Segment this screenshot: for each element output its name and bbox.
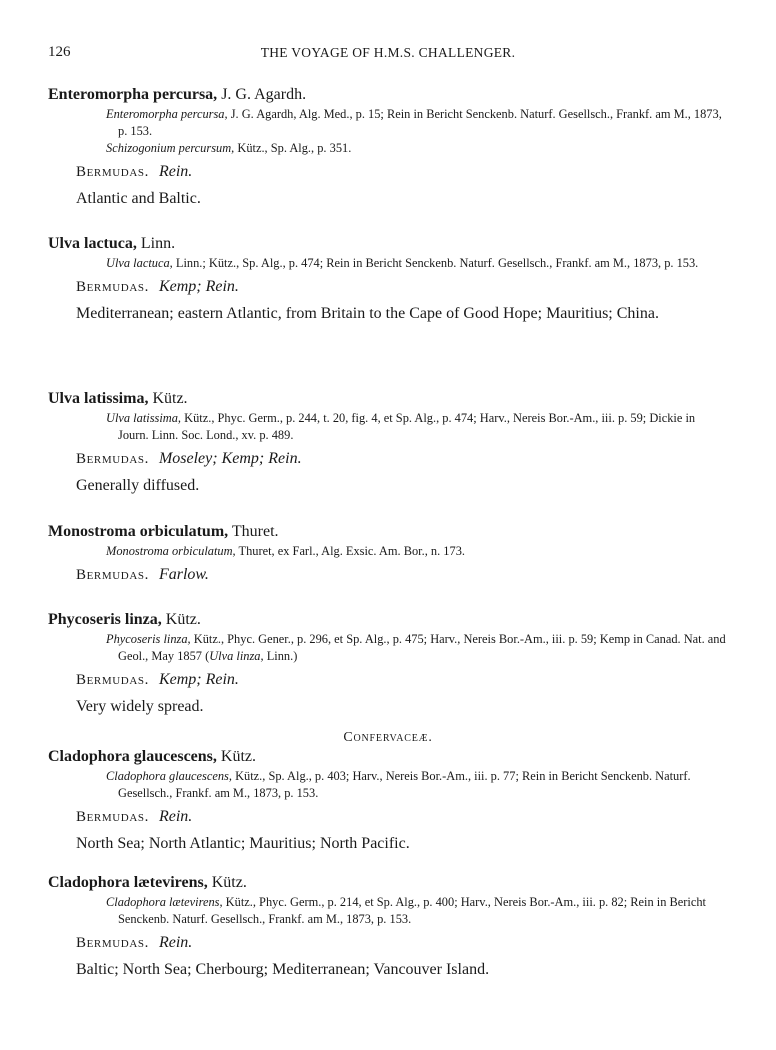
species-name: Cladophora lætevirens, Kütz. — [48, 874, 247, 891]
species-entry — [48, 872, 738, 982]
synonym-line: Cladophora lætevirens, Kütz., Phyc. Germ., p. 214, et Sp. Alg., p. 400; Harv., Nereis Bor.-Am., iii. p. 82; Rein in Bericht Senckenb. Naturf. Gesellsch., Frankf. am M., 1873, p. 153. — [106, 895, 706, 926]
synonym-line: Ulva latissima, Kütz., Phyc. Germ., p. 244, t. 20, fig. 4, et Sp. Alg., p. 474; Harv., Nereis Bor.-Am., iii. p. 59; Dickie in Journ. Linn. Soc. Lond., xv. p. 489. — [106, 411, 696, 442]
locality-line — [76, 669, 738, 691]
synonymy — [106, 543, 728, 560]
synonym-line: Enteromorpha percursa, J. G. Agardh, Alg. Med., p. 15; Rein in Bericht Senckenb. Naturf. Gesellsch., Frankf. am M., 1873, p. 153. — [106, 107, 722, 138]
locality: Bermudas. — [76, 935, 149, 951]
collectors: Rein. — [158, 934, 193, 951]
synonymy — [106, 255, 728, 272]
locality-line — [76, 564, 738, 586]
synonymy — [106, 631, 728, 665]
species-name: Enteromorpha percursa, J. G. Agardh. — [48, 86, 307, 103]
collectors: Rein. — [158, 163, 193, 180]
synonym-line: Monostroma orbiculatum, Thuret, ex Farl., Alg. Exsic. Am. Bor., n. 173. — [106, 544, 465, 558]
collectors: Kemp; Rein. — [158, 671, 239, 688]
locality: Bermudas. — [76, 164, 149, 180]
species-name: Monostroma orbiculatum, Thuret. — [48, 523, 279, 540]
synonymy — [106, 768, 728, 802]
species-entry — [48, 521, 738, 586]
distribution: Mediterranean; eastern Atlantic, from Britain to the Cape of Good Hope; Mauritius; China. — [76, 305, 659, 322]
synonymy — [106, 894, 728, 928]
species-entry — [48, 609, 738, 719]
species-authority: Kütz. — [220, 748, 257, 765]
species-entry — [48, 233, 738, 326]
distribution: Baltic; North Sea; Cherbourg; Mediterranean; Vancouver Island. — [76, 961, 490, 978]
locality: Bermudas. — [76, 279, 149, 295]
locality-line — [76, 276, 738, 298]
species-authority: Linn. — [140, 235, 176, 252]
page-header — [48, 44, 728, 66]
locality: Bermudas. — [76, 672, 149, 688]
collectors: Moseley; Kemp; Rein. — [158, 450, 302, 467]
locality-line — [76, 806, 738, 828]
synonymy — [106, 106, 728, 157]
species-authority: Thuret. — [231, 523, 279, 540]
locality: Bermudas. — [76, 809, 149, 825]
running-head: THE VOYAGE OF H.M.S. CHALLENGER. — [260, 45, 516, 60]
species-name: Phycoseris linza, Kütz. — [48, 611, 201, 628]
species-authority: Kütz. — [211, 874, 247, 891]
collectors: Kemp; Rein. — [158, 278, 239, 295]
collectors: Farlow. — [158, 566, 209, 583]
distribution: Very widely spread. — [76, 698, 204, 715]
locality-line — [76, 448, 738, 470]
species-entry — [48, 84, 738, 211]
collectors: Rein. — [158, 808, 193, 825]
locality: Bermudas. — [76, 451, 149, 467]
synonymy — [106, 410, 728, 444]
section-heading: Confervaceæ. — [343, 730, 433, 745]
locality-line — [76, 161, 738, 183]
locality-line — [76, 932, 738, 954]
synonym-line: Phycoseris linza, Kütz., Phyc. Gener., p. 296, et Sp. Alg., p. 475; Harv., Nereis Bor.-Am., iii. p. 59; Kemp in Canad. Nat. and Geol., May 1857 (Ulva linza, Linn.) — [106, 632, 726, 663]
synonym-line: Cladophora glaucescens, Kütz., Sp. Alg., p. 403; Harv., Nereis Bor.-Am., iii. p. 77; Rein in Bericht Senckenb. Naturf. Gesellsch., Frankf. am M., 1873, p. 153. — [106, 769, 691, 800]
species-entry — [48, 388, 738, 498]
distribution: North Sea; North Atlantic; Mauritius; North Pacific. — [76, 835, 410, 852]
distribution: Generally diffused. — [76, 477, 200, 494]
synonym-line: Ulva lactuca, Linn.; Kütz., Sp. Alg., p. 474; Rein in Bericht Senckenb. Naturf. Gesellsch., Frankf. am M., 1873, p. 153. — [106, 256, 699, 270]
locality: Bermudas. — [76, 567, 149, 583]
species-entry — [48, 746, 738, 856]
synonym-line: Schizogonium percursum, Kütz., Sp. Alg., p. 351. — [106, 141, 352, 155]
species-authority: Kütz. — [152, 390, 188, 407]
species-authority: J. G. Agardh. — [221, 86, 307, 103]
species-name: Ulva latissima, Kütz. — [48, 390, 188, 407]
species-name: Ulva lactuca, Linn. — [48, 235, 176, 252]
species-authority: Kütz. — [165, 611, 201, 628]
species-name: Cladophora glaucescens, Kütz. — [48, 748, 257, 765]
distribution: Atlantic and Baltic. — [76, 190, 201, 207]
page-number: 126 — [48, 44, 71, 60]
